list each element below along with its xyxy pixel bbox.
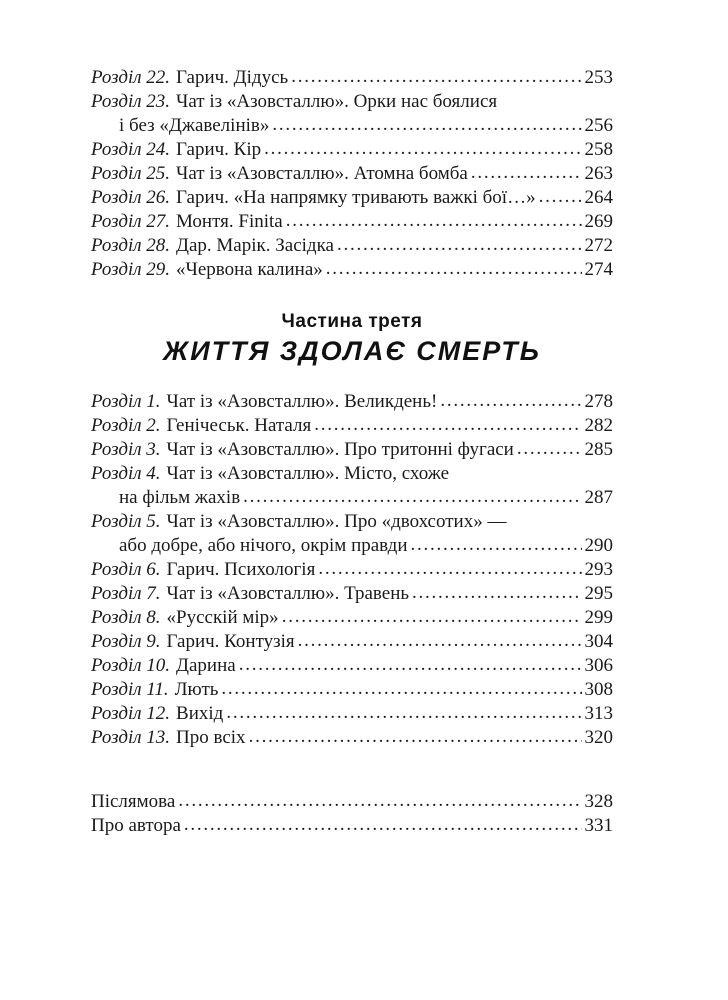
chapter-title: Чат із «Азовсталлю». Місто, схоже — [166, 463, 450, 484]
chapter-title: Дар. Марік. Засідка — [176, 235, 334, 256]
toc-entry — [91, 630, 613, 654]
chapter-title: Чат із «Азовсталлю». Орки нас боялися — [176, 91, 498, 112]
leader-dots — [411, 533, 582, 557]
chapter-title: Гарич. «На напрямку тривають важкі бої…» — [176, 187, 536, 208]
leader-dots — [440, 389, 581, 413]
toc-entry — [91, 726, 613, 750]
section-title: Післямова — [91, 791, 176, 812]
page-number: 253 — [584, 67, 613, 88]
toc-entry — [91, 234, 613, 258]
page-number: 285 — [584, 439, 613, 460]
chapter-number: Розділ 8. — [91, 607, 161, 628]
chapter-title-continued: і без «Джавелінів» — [119, 115, 270, 136]
leader-dots — [318, 557, 581, 581]
toc-entry — [91, 90, 613, 138]
toc-entry — [91, 510, 613, 558]
page-number: 256 — [584, 115, 613, 136]
toc-entry — [91, 210, 613, 234]
page-number: 306 — [584, 655, 613, 676]
leader-dots — [326, 257, 582, 281]
chapter-number: Розділ 29. — [91, 259, 171, 280]
chapter-number: Розділ 7. — [91, 583, 161, 604]
leader-dots — [264, 137, 581, 161]
chapter-number: Розділ 12. — [91, 703, 171, 724]
chapter-title: «Русскій мір» — [166, 607, 279, 628]
toc-entry — [91, 258, 613, 282]
page-number: 331 — [584, 815, 613, 836]
page-number: 328 — [584, 791, 613, 812]
chapter-title: Чат із «Азовсталлю». Великдень! — [166, 391, 438, 412]
chapter-number: Розділ 10. — [91, 655, 171, 676]
chapter-title: Про всіх — [176, 727, 246, 748]
chapter-title: Лють — [174, 679, 219, 700]
chapter-title: Дарина — [176, 655, 236, 676]
chapter-title: «Червона калина» — [176, 259, 323, 280]
chapter-number: Розділ 13. — [91, 727, 171, 748]
chapter-title: Гарич. Дідусь — [176, 67, 289, 88]
toc-entry — [91, 438, 613, 462]
page-number: 299 — [584, 607, 613, 628]
toc-entry — [91, 186, 613, 210]
chapter-number: Розділ 23. — [91, 91, 171, 112]
leader-dots — [282, 605, 582, 629]
toc-entry — [91, 558, 613, 582]
page-number: 293 — [584, 559, 613, 580]
chapter-title: Гарич. Кір — [176, 139, 262, 160]
leader-dots — [226, 701, 581, 725]
chapter-number: Розділ 6. — [91, 559, 161, 580]
toc-entry — [91, 162, 613, 186]
chapter-number: Розділ 25. — [91, 163, 171, 184]
page-number: 290 — [584, 535, 613, 556]
toc-entry — [91, 390, 613, 414]
chapter-number: Розділ 24. — [91, 139, 171, 160]
part-subtitle: Частина третя — [281, 311, 423, 332]
toc-entry — [91, 462, 613, 510]
chapter-title: Гарич. Психологія — [166, 559, 316, 580]
page-number: 278 — [584, 391, 613, 412]
toc-part2-tail — [91, 66, 613, 282]
chapter-number: Розділ 3. — [91, 439, 161, 460]
leader-dots — [314, 413, 581, 437]
toc-back-matter — [91, 790, 613, 838]
leader-dots — [184, 813, 582, 837]
page-number: 269 — [584, 211, 613, 232]
chapter-title-continued: або добре, або нічого, окрім правди — [119, 535, 408, 556]
chapter-title: Чат із «Азовсталлю». Атомна бомба — [176, 163, 468, 184]
page-number: 272 — [584, 235, 613, 256]
chapter-title-continued: на фільм жахів — [119, 487, 241, 508]
chapter-number: Розділ 5. — [91, 511, 161, 532]
leader-dots — [291, 65, 581, 89]
leader-dots — [337, 233, 582, 257]
toc-entry — [91, 582, 613, 606]
chapter-title: Монтя. Finita — [176, 211, 283, 232]
chapter-number: Розділ 26. — [91, 187, 171, 208]
chapter-title: Генічеськ. Наталя — [166, 415, 312, 436]
toc-part3 — [91, 390, 613, 750]
page-number: 295 — [584, 583, 613, 604]
chapter-title: Чат із «Азовсталлю». Про «двохсотих» — — [166, 511, 507, 532]
page-number: 287 — [584, 487, 613, 508]
leader-dots — [298, 629, 582, 653]
chapter-number: Розділ 27. — [91, 211, 171, 232]
toc-entry — [91, 414, 613, 438]
page-number: 264 — [584, 187, 613, 208]
toc-entry — [91, 678, 613, 702]
page-number: 313 — [584, 703, 613, 724]
leader-dots — [239, 653, 582, 677]
leader-dots — [539, 185, 582, 209]
toc-entry — [91, 702, 613, 726]
chapter-title: Гарич. Контузія — [166, 631, 295, 652]
chapter-number: Розділ 11. — [91, 679, 169, 700]
page-number: 258 — [584, 139, 613, 160]
toc-entry — [91, 814, 613, 838]
leader-dots — [221, 677, 581, 701]
chapter-title: Вихід — [176, 703, 224, 724]
page-number: 263 — [584, 163, 613, 184]
chapter-number: Розділ 28. — [91, 235, 171, 256]
section-title: Про автора — [91, 815, 181, 836]
page-number: 308 — [584, 679, 613, 700]
chapter-title: Чат із «Азовсталлю». Про тритонні фугаси — [166, 439, 514, 460]
toc-entry — [91, 66, 613, 90]
leader-dots — [249, 725, 582, 749]
leader-dots — [178, 789, 581, 813]
toc-entry — [91, 654, 613, 678]
page-number: 274 — [584, 259, 613, 280]
page-number: 320 — [584, 727, 613, 748]
leader-dots — [517, 437, 582, 461]
chapter-number: Розділ 1. — [91, 391, 161, 412]
leader-dots — [412, 581, 581, 605]
leader-dots — [286, 209, 582, 233]
page-number: 304 — [584, 631, 613, 652]
chapter-number: Розділ 9. — [91, 631, 161, 652]
chapter-number: Розділ 22. — [91, 67, 171, 88]
toc-entry — [91, 138, 613, 162]
leader-dots — [471, 161, 582, 185]
toc-entry — [91, 790, 613, 814]
chapter-number: Розділ 2. — [91, 415, 161, 436]
leader-dots — [272, 113, 581, 137]
chapter-title: Чат із «Азовсталлю». Травень — [166, 583, 410, 604]
page-number: 282 — [584, 415, 613, 436]
toc-entry — [91, 606, 613, 630]
part-title: ЖИТТЯ ЗДОЛАЄ СМЕРТЬ — [163, 336, 541, 366]
leader-dots — [243, 485, 581, 509]
chapter-number: Розділ 4. — [91, 463, 161, 484]
